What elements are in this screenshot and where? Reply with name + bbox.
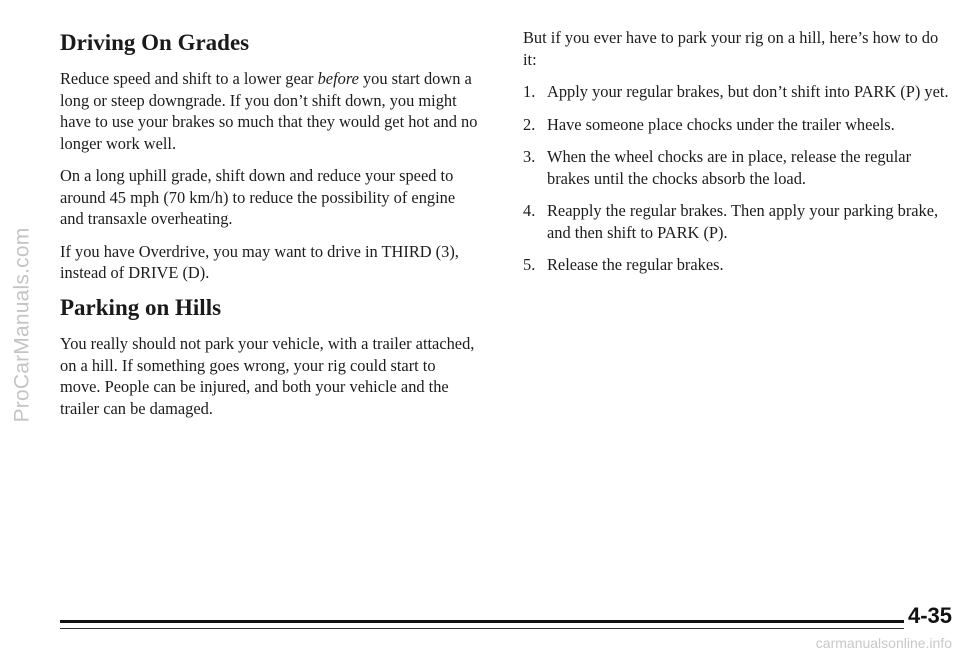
list-item <box>523 81 955 103</box>
step-text: When the wheel chocks are in place, release the regular brakes until the chocks absorb the load. <box>547 147 912 188</box>
list-item <box>523 200 955 243</box>
paragraph-hill-intro: But if you ever have to park your rig on a hill, here’s how to do it: <box>523 28 939 69</box>
paragraph-lower-gear <box>60 68 480 154</box>
paragraph-lower-gear-end: you start down a long or steep downgrade. If you don’t shift down, you might have to use your brakes so much that they would get hot and no longer work well. <box>60 69 478 153</box>
list-item <box>523 146 955 189</box>
left-column <box>60 30 480 430</box>
section-title-parking-on-hills: Parking on Hills <box>60 294 222 320</box>
list-item <box>523 254 955 276</box>
step-number: 2. <box>523 114 536 134</box>
step-number: 5. <box>523 255 536 274</box>
paragraph-lower-gear-start: Reduce speed and shift to a lower gear <box>60 69 318 89</box>
right-column <box>523 30 955 287</box>
footer-rule-thin <box>60 628 930 629</box>
paragraph-uphill-grade: On a long uphill grade, shift down and reduce your speed to around 45 mph (70 km/h) to reduce the possibility of engine and transaxle overheating. <box>60 166 456 229</box>
section-title-driving-on-grades: Driving On Grades <box>60 30 250 55</box>
footer-watermark: carmanualsonline.info <box>815 635 952 651</box>
step-number: 4. <box>523 201 536 220</box>
paragraph-parking-warning: You really should not park your vehicle, with a trailer attached, on a hill. If something goes wrong, your rig could start to move. People can be injured, and both your vehicle and the trailer can be damaged. <box>60 334 475 418</box>
step-text: Apply your regular brakes, but don’t shift into PARK (P) yet. <box>547 82 949 101</box>
step-number: 1. <box>523 82 536 101</box>
parking-steps-list <box>523 81 955 276</box>
page-number: 4-35 <box>904 603 952 629</box>
step-text: Release the regular brakes. <box>547 255 724 274</box>
step-text: Reapply the regular brakes. Then apply your parking brake, and then shift to PARK (P). <box>547 201 939 242</box>
side-watermark-text: ProCarManuals.com <box>10 227 33 423</box>
step-number: 3. <box>523 147 536 166</box>
emphasis-before: before <box>317 69 359 89</box>
paragraph-overdrive: If you have Overdrive, you may want to drive in THIRD (3), instead of DRIVE (D). <box>60 241 459 283</box>
list-item <box>523 114 955 136</box>
side-watermark <box>2 90 42 560</box>
step-text: Have someone place chocks under the trailer wheels. <box>547 114 895 134</box>
footer-rule-thick <box>60 620 930 623</box>
